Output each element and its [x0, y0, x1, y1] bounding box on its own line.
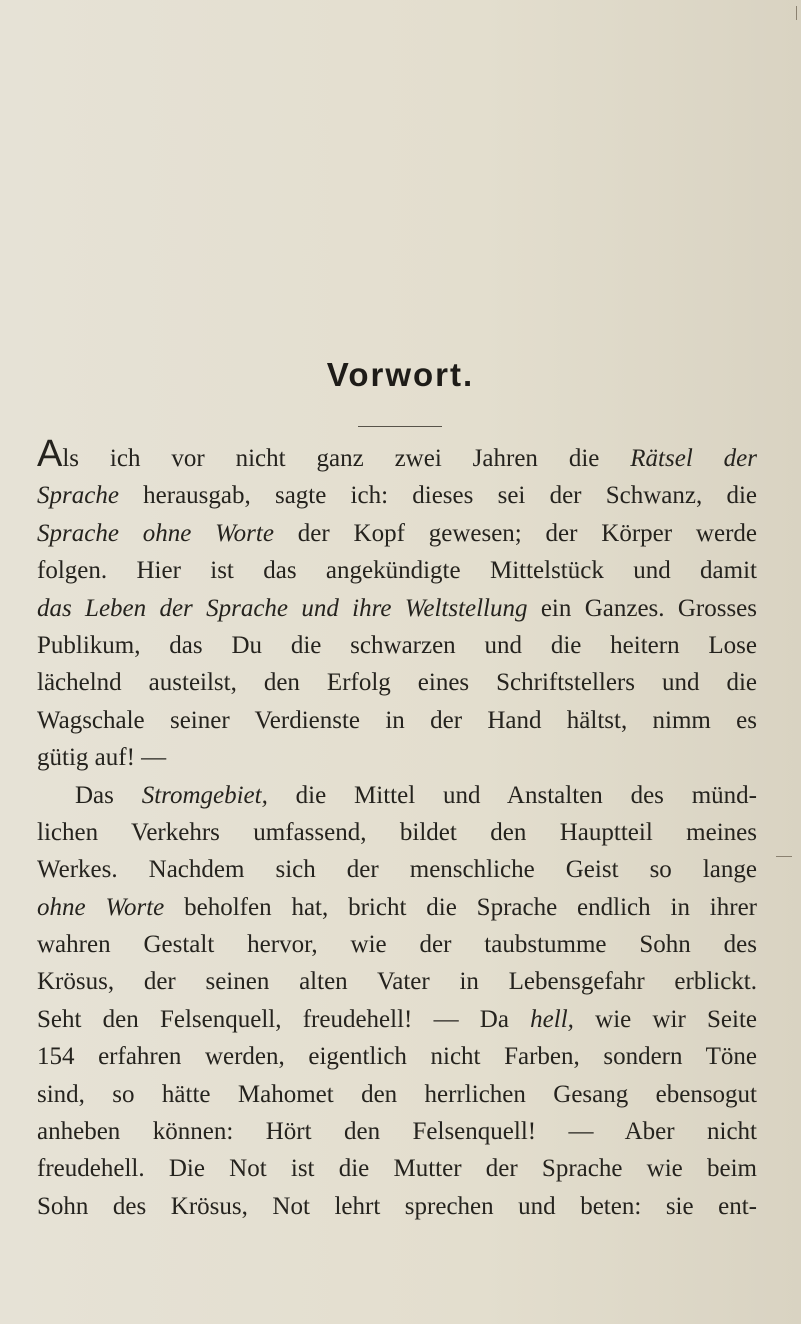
text-segment: 154 erfahren werden, eigentlich nicht Farben, sondern Töne: [37, 1043, 757, 1071]
text-line: [37, 1113, 757, 1150]
text-segment: ls ich vor nicht ganz zwei Jahren die: [62, 445, 631, 472]
text-segment: der Kopf gewesen; der Körper werde: [273, 519, 757, 547]
drop-cap: A: [37, 433, 63, 475]
text-line: [37, 889, 757, 926]
text-line: [37, 702, 757, 739]
text-segment: die Mittel und Anstalten des münd-: [267, 781, 757, 809]
text-segment: wahren Gestalt hervor, wie der taubstumme Sohn des: [37, 931, 757, 959]
text-line: [37, 1038, 757, 1075]
edge-mark: [796, 6, 797, 20]
foreword-text: [37, 433, 757, 1225]
text-segment: gütig auf! —: [37, 744, 167, 772]
text-line: [37, 1188, 757, 1225]
text-line: [37, 1150, 757, 1187]
text-segment: lichen Verkehrs umfassend, bildet den Hauptteil meines: [37, 818, 757, 846]
text-line: [37, 477, 757, 514]
text-segment: Werkes. Nachdem sich der menschliche Geist so lange: [37, 856, 757, 884]
text-segment: folgen. Hier ist das angekündigte Mittelstück und damit: [37, 557, 757, 585]
text-line: [37, 777, 757, 814]
text-segment: herausgab, sagte ich: dieses sei der Schwanz, die: [118, 482, 757, 510]
text-segment: Sohn des Krösus, Not lehrt sprechen und beten: sie ent-: [37, 1192, 757, 1220]
italic-phrase: das Leben der Sprache und ihre Weltstellung: [37, 594, 528, 622]
text-line: [37, 963, 757, 1000]
text-segment: Seht den Felsenquell, freudehell! — Da: [37, 1005, 531, 1033]
text-line: [37, 1076, 757, 1113]
text-segment: beholfen hat, bricht die Sprache endlich in ihrer: [164, 893, 757, 921]
text-line: [37, 926, 757, 963]
text-line: [37, 814, 757, 851]
text-segment: sind, so hätte Mahomet den herrlichen Gesang ebensogut: [37, 1080, 757, 1108]
text-segment: Das: [75, 781, 142, 809]
text-segment: freudehell. Die Not ist die Mutter der Sprache wie beim: [37, 1155, 757, 1183]
italic-phrase: Sprache ohne Worte: [37, 519, 274, 547]
text-line: [37, 664, 757, 701]
text-line: [37, 433, 757, 477]
italic-phrase: hell,: [530, 1005, 574, 1033]
text-line: [37, 627, 757, 664]
italic-phrase: Stromgebiet,: [141, 781, 268, 809]
page-title: Vorwort.: [326, 356, 475, 393]
text-segment: wie wir Seite: [573, 1005, 757, 1033]
text-line: [37, 515, 757, 552]
text-line: [37, 851, 757, 888]
text-segment: Wagschale seiner Verdienste in der Hand hältst, nimm es: [37, 706, 757, 734]
margin-mark: [776, 856, 792, 857]
text-segment: ein Ganzes. Grosses: [527, 594, 757, 622]
text-segment: Publikum, das Du die schwarzen und die heitern Lose: [37, 631, 757, 659]
text-line: [37, 552, 757, 589]
text-segment: anheben können: Hört den Felsenquell! — Aber nicht: [37, 1118, 757, 1146]
text-segment: Krösus, der seinen alten Vater in Lebensgefahr erblickt.: [37, 968, 757, 996]
text-line: [37, 590, 757, 627]
text-segment: lächelnd austeilst, den Erfolg eines Schriftstellers und die: [37, 669, 757, 697]
title-divider: [358, 426, 442, 427]
text-line: [37, 1001, 757, 1038]
italic-phrase: Sprache: [37, 482, 119, 510]
text-line: [37, 739, 757, 776]
italic-phrase: Rätsel der: [630, 445, 757, 472]
italic-phrase: ohne Worte: [37, 893, 165, 921]
